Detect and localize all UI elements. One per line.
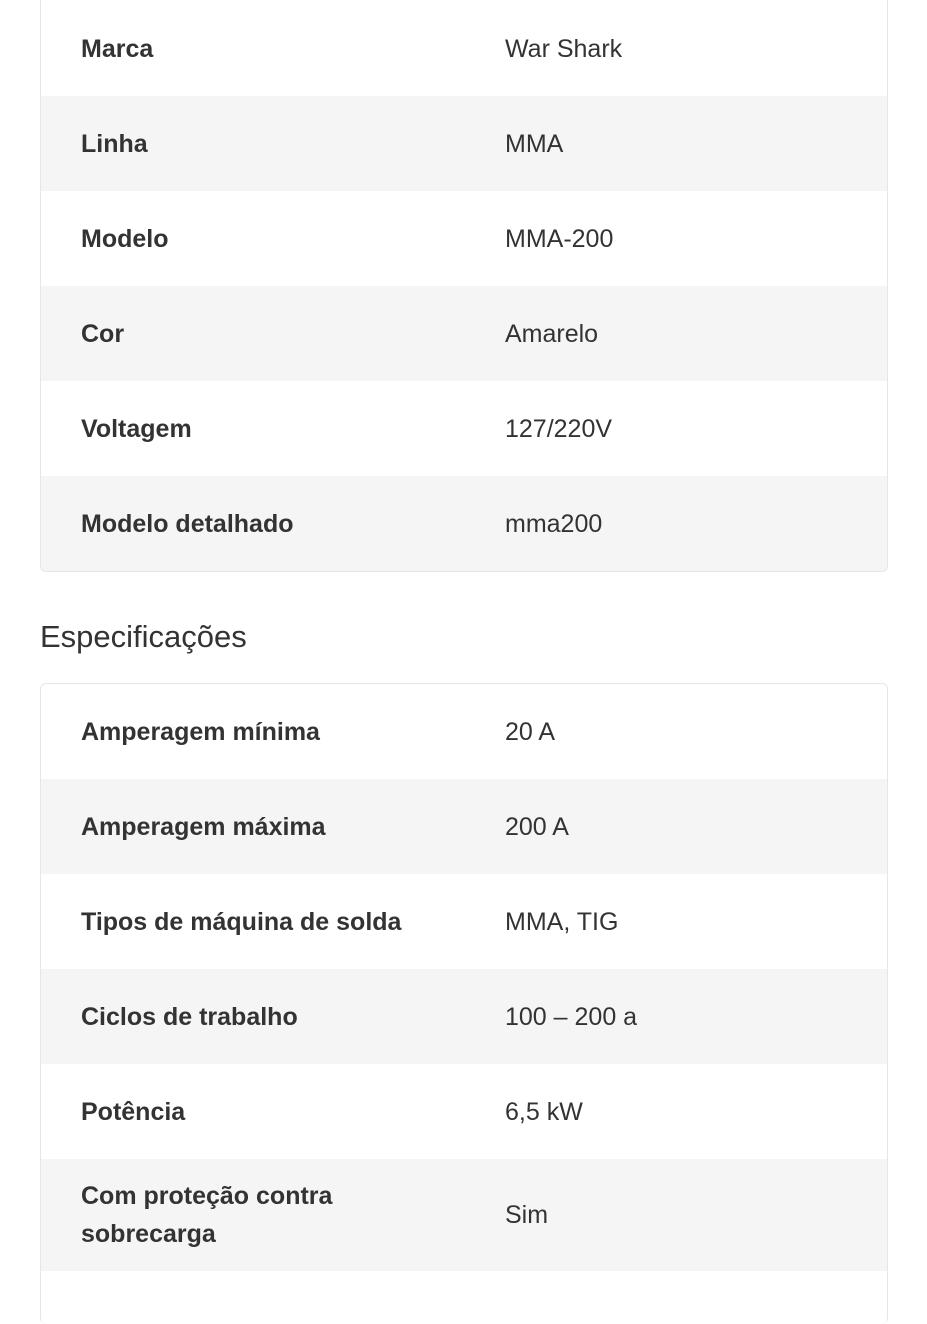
- spec-label: Tipos de máquina de solda: [81, 907, 402, 936]
- spec-label: Linha: [81, 129, 148, 158]
- spec-label: Voltagem: [81, 414, 192, 443]
- spec-row-line: [41, 96, 887, 191]
- spec-label: Modelo detalhado: [81, 509, 294, 538]
- spec-label: Potência: [81, 1097, 186, 1126]
- spec-value: Sim: [505, 1201, 549, 1229]
- spec-value: mma200: [505, 509, 603, 538]
- spec-value: Amarelo: [505, 319, 599, 348]
- spec-row-max-amperage: [41, 779, 887, 874]
- spec-value: 100 – 200 a: [505, 1002, 638, 1031]
- spec-value: War Shark: [505, 34, 623, 63]
- spec-label: Cor: [81, 319, 125, 348]
- spec-row-power: [41, 1064, 887, 1159]
- spec-value: 200 A: [505, 812, 569, 841]
- specifications-table: [40, 683, 888, 1324]
- spec-row-model: [41, 191, 887, 286]
- main-specs-table: [40, 0, 888, 572]
- spec-label: Amperagem mínima: [81, 717, 320, 746]
- spec-row-detailed-model: [41, 476, 887, 571]
- spec-row-filler: [41, 1271, 887, 1324]
- spec-row-min-amperage: [41, 684, 887, 779]
- spec-label: Com proteção contra sobrecarga: [81, 1182, 333, 1248]
- spec-row-brand: [41, 0, 887, 96]
- spec-row-color: [41, 286, 887, 381]
- spec-value: MMA, TIG: [505, 907, 619, 936]
- spec-row-voltage: [41, 381, 887, 476]
- spec-value: MMA-200: [505, 224, 614, 253]
- spec-label: Amperagem máxima: [81, 812, 326, 841]
- spec-row-overload-protection: [41, 1159, 887, 1271]
- spec-label: Ciclos de trabalho: [81, 1002, 298, 1031]
- spec-label: Marca: [81, 34, 154, 63]
- spec-row-duty-cycle: [41, 969, 887, 1064]
- spec-value: 20 A: [505, 717, 556, 746]
- spec-value: 6,5 kW: [505, 1097, 583, 1126]
- spec-value: MMA: [505, 129, 564, 158]
- specifications-heading: Especificações: [40, 619, 247, 654]
- spec-value: 127/220V: [505, 414, 613, 443]
- spec-row-welder-types: [41, 874, 887, 969]
- spec-label: Modelo: [81, 224, 169, 253]
